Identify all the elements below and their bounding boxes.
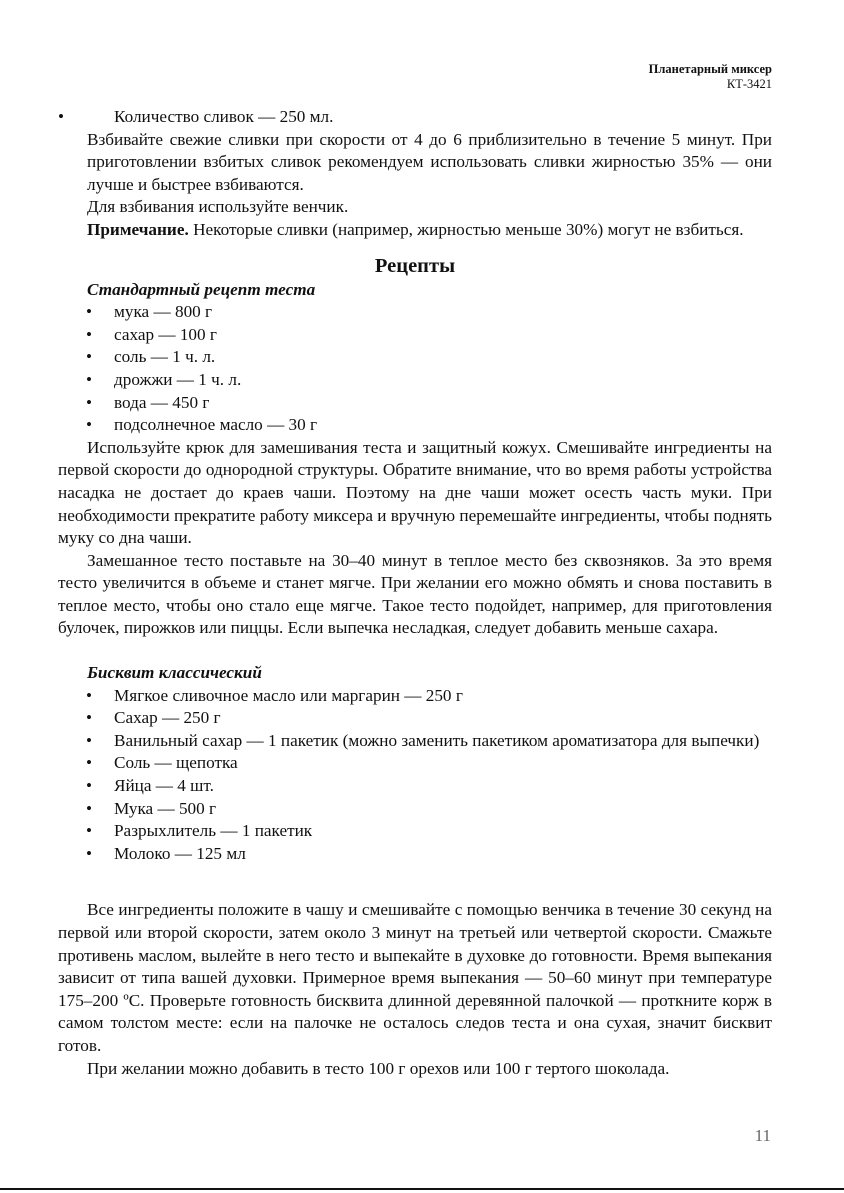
- header-product-name: Планетарный миксер: [648, 62, 772, 76]
- list-item: • Яйца — 4 шт.: [58, 775, 772, 798]
- list-item: • соль — 1 ч. л.: [58, 346, 772, 369]
- page-content: [58, 106, 772, 1080]
- biscuit-recipe-title: Бисквит классический: [87, 663, 262, 683]
- dough-paragraph-2: Замешанное тесто поставьте на 30–40 минут в теплое место без сквозняков. За это время тесто увеличится в объеме и станет мягче. При желании его можно обмять и снова поставить в теплое место, чтобы оно стало еще мягче. Такое тесто подойдет, например, для приготовления булочек, пирожков или пиццы. Если выпечка несладкая, следует добавить меньше сахара.: [58, 550, 772, 638]
- list-item: • Ванильный сахар — 1 пакетик (можно заменить пакетиком ароматизатора для выпечки): [58, 730, 772, 753]
- list-item: • Разрыхлитель — 1 пакетик: [58, 820, 772, 843]
- list-item: • подсолнечное масло — 30 г: [58, 414, 772, 437]
- list-item: • Мягкое сливочное масло или маргарин — 250 г: [58, 685, 772, 708]
- cream-note: [58, 219, 772, 242]
- biscuit-ingredient-list: [58, 685, 772, 866]
- list-item: • Молоко — 125 мл: [58, 843, 772, 866]
- note-label: Примечание.: [87, 219, 189, 239]
- biscuit-paragraph-2: При желании можно добавить в тесто 100 г орехов или 100 г тертого шоколада.: [87, 1058, 670, 1078]
- dough-ingredient-list: [58, 301, 772, 437]
- bottom-rule: [0, 1188, 844, 1190]
- biscuit-paragraph-1: Все ингредиенты положите в чашу и смешивайте с помощью венчика в течение 30 секунд на первой или второй скорости, затем около 3 минут на третьей или четвертой скорости. Смажьте противень маслом, вылейте в него тесто и выпекайте в духовке до готовности. Время выпекания зависит от типа вашей духовки. Примерное время выпекания — 50–60 минут при температуре 175–200 ºС. Проверьте готовность бисквита длинной деревянной палочкой — проткните корж в самом толстом месте: если на палочке не осталось следов теста и она сухая, значит бисквит готов.: [58, 900, 772, 1055]
- dough-paragraph-1: Используйте крюк для замешивания теста и защитный кожух. Смешивайте ингредиенты на первой скорости до однородной структуры. Обратите внимание, что во время работы устройства насадка не достает до краев чаши. Поэтому на дне чаши может осесть часть муки. При необходимости прекратите работу миксера и вручную перемешайте ингредиенты, чтобы поднять муку со дна чаши.: [58, 437, 772, 548]
- list-item: • вода — 450 г: [58, 392, 772, 415]
- list-item: • дрожжи — 1 ч. л.: [58, 369, 772, 392]
- cream-amount-bullet: • Количество сливок — 250 мл.: [58, 106, 772, 129]
- list-item: • Соль — щепотка: [58, 752, 772, 775]
- list-item: • Сахар — 250 г: [58, 707, 772, 730]
- running-header: [649, 62, 772, 92]
- cream-paragraph-1: Взбивайте свежие сливки при скорости от 4 до 6 приблизительно в течение 5 минут. При приготовлении взбитых сливок рекомендуем использовать сливки жирностью 35% — они лучше и быстрее взбиваются.: [87, 129, 772, 194]
- header-model: КТ-3421: [726, 77, 772, 91]
- dough-recipe-title: Стандартный рецепт теста: [87, 279, 316, 299]
- note-text: Некоторые сливки (например, жирностью меньше 30%) могут не взбиться.: [188, 219, 744, 239]
- list-item: • сахар — 100 г: [58, 324, 772, 347]
- cream-paragraph-2: Для взбивания используйте венчик.: [87, 197, 349, 217]
- list-item: • мука — 800 г: [58, 301, 772, 324]
- list-item: • Мука — 500 г: [58, 798, 772, 821]
- page-number: 11: [754, 1126, 771, 1145]
- section-title: Рецепты: [374, 254, 456, 277]
